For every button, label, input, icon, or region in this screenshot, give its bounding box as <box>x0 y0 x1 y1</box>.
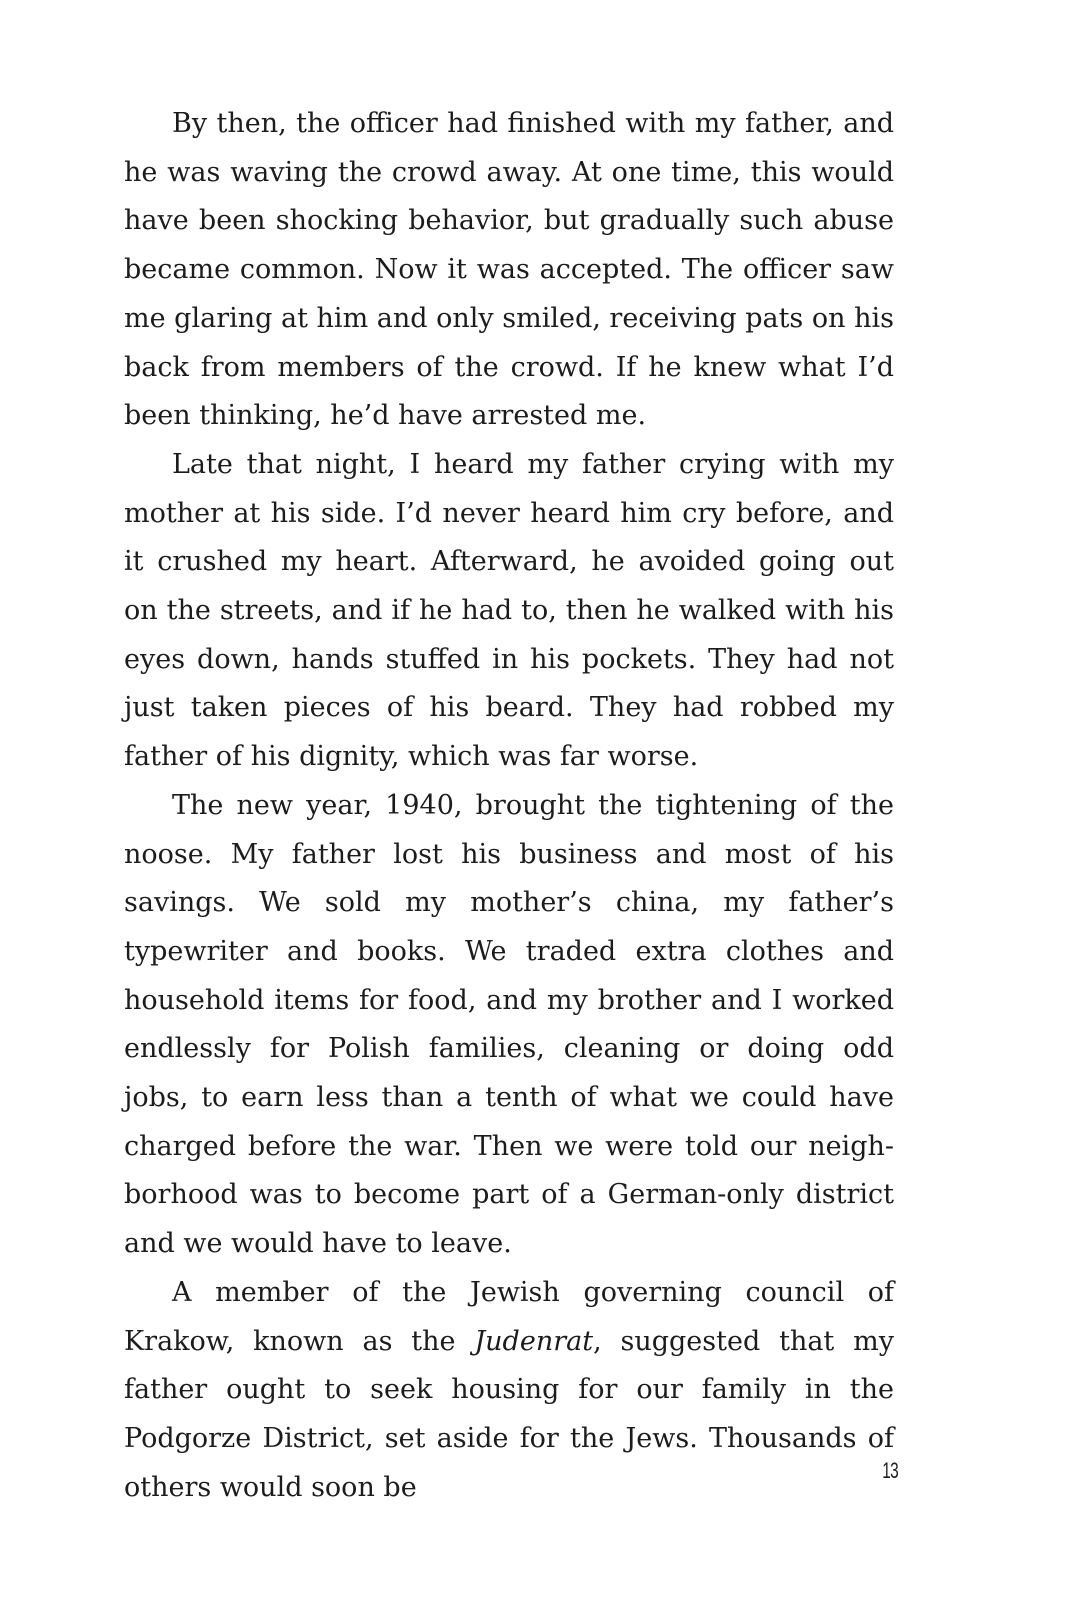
paragraph-2-text: Late that night, I heard my father crying with my mother at his side. I’d never heard him cry before, and it crushed my heart. Afterward, he avoided going out on the streets, and if he had to, then he walked with his eyes down, hands stuffed in his pockets. They had not just taken pieces of his beard. They had robbed my father of his dignity, which was far worse. <box>124 448 894 773</box>
body-text <box>124 100 894 1512</box>
page-number: 13 <box>882 1458 898 1483</box>
paragraph-4-text-end: , suggested that my father ought to seek housing for our family in the Podgorze District, set aside for the Jews. Thousands of others would soon be <box>124 1325 894 1503</box>
paragraph-3-text: The new year, 1940, brought the tightening of the noose. My father lost his business and most of his savings. We sold my mother’s china, my father’s typewriter and books. We traded extra clothes and household items for food, and my brother and I worked endlessly for Polish families, cleaning or doing odd jobs, to earn less than a tenth of what we could have charged before the war. Then we were told our neighborhood was to become part of a German-only district and we would have to leave. <box>124 789 894 1260</box>
paragraph-3 <box>124 782 894 1269</box>
paragraph-4-italic-term: Judenrat <box>474 1325 594 1357</box>
paragraph-1 <box>124 100 894 441</box>
paragraph-1-text: By then, the officer had finished with my father, and he was waving the crowd away. At one time, this would have been shocking behavior, but gradually such abuse became common. Now it was accepted. The officer saw me glaring at him and only smiled, receiving pats on his back from members of the crowd. If he knew what I’d been thinking, he’d have arrested me. <box>124 108 894 432</box>
paragraph-2 <box>124 441 894 782</box>
paragraph-4 <box>124 1269 894 1513</box>
paragraph-4-text-start: A member of the Jewish governing council of Krakow, known as the <box>124 1276 894 1357</box>
